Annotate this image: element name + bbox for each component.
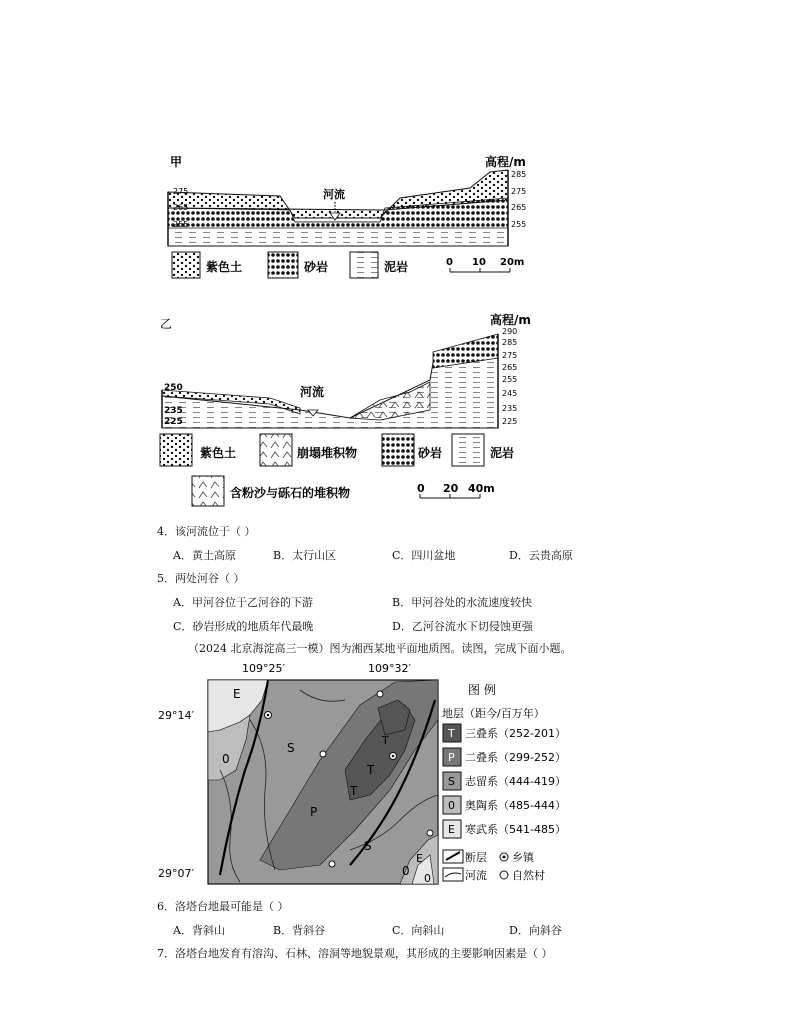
yi-river-label: 河流 [300,385,325,399]
map-legend-sub: 地层（距今/百万年） [442,707,545,720]
legend-code-e: E [448,823,455,836]
legend-text-p: 二叠系（299-252） [465,751,566,764]
map-letter-o-2: 0 [402,864,410,878]
legend-code-p: P [448,751,455,764]
jia-tick-right-1: 275 [511,187,527,196]
map-letter-s-2: S [364,839,372,853]
jia-legend-mud-swatch [350,252,378,278]
yi-tick-right-0: 290 [502,327,518,336]
q4-option-d[interactable]: D．云贵高原 [509,549,573,562]
q4-option-b[interactable]: B．太行山区 [273,549,337,562]
map-village-4 [427,830,433,836]
yi-legend-collapse-swatch [260,434,292,466]
yi-tick-right-2: 275 [502,351,518,360]
map-legend-strata [443,724,566,838]
yi-label: 乙 [160,317,173,331]
legend-river: 河流 [465,869,487,882]
legend-village: 自然村 [512,869,545,882]
jia-label: 甲 [170,155,183,169]
jia-legend-mud: 泥岩 [384,260,409,274]
yi-legend-sand-swatch [382,434,414,466]
figure-yi [150,310,550,510]
map-letter-s-1: S [287,741,295,755]
yi-legend-collapse: 崩塌堆积物 [297,446,358,460]
map-letter-e-1: E [233,687,241,701]
q6-option-a[interactable]: A．背斜山 [173,924,225,937]
jia-legend-soil: 紫色土 [206,260,243,274]
legend-river-swatch [443,868,463,881]
yi-legend-sand: 砂岩 [418,446,443,460]
map-legend-title: 图 例 [468,683,496,697]
intro-text: （2024 北京海淀高三一模）图为湘西某地平面地质图。读图，完成下面小题。 [188,642,572,655]
legend-fault: 断层 [465,851,487,864]
yi-scale-0: 0 [417,482,425,495]
map-village-1 [377,691,383,697]
q5-option-b[interactable]: B．甲河谷处的水流速度较快 [392,596,533,609]
q6-stem: 6．洛塔台地最可能是（ ） [157,900,289,913]
legend-town: 乡镇 [512,851,534,864]
figure-jia-svg [160,150,540,285]
map-letter-o-3: 0 [424,872,431,885]
map-lat-top: 29°14′ [158,709,194,722]
legend-text-o: 奥陶系（485-444） [465,799,566,812]
yi-legend-mud: 泥岩 [490,446,515,460]
jia-tick-left-0: 275 [173,187,189,196]
map-lon-right: 109°32′ [368,662,411,675]
q6-option-b[interactable]: B．背斜谷 [273,924,326,937]
jia-tick-left-1: 265 [173,203,189,212]
yi-scale-2: 40m [468,482,495,495]
q7-stem: 7．洛塔台地发育有溶沟、石林、溶洞等地貌景观，其形成的主要影响因素是（ ） [157,947,553,960]
yi-tick-left-2: 225 [164,417,183,427]
geologic-map-svg [150,660,610,890]
q4-stem: 4．该河流位于（ ） [157,525,256,538]
yi-legend-soil-swatch [160,434,192,466]
yi-scale-1: 20 [443,482,459,495]
jia-tick-left-2: 255 [173,220,189,229]
jia-tick-right-3: 255 [511,220,527,229]
yi-tick-right-3: 265 [502,363,518,372]
jia-river-label: 河流 [323,188,345,201]
jia-legend-soil-swatch [172,252,200,278]
map-village-2 [320,751,326,757]
legend-text-t: 三叠系（252-201） [465,727,566,740]
q5-stem: 5．两处河谷（ ） [157,572,245,585]
yi-legend-mud-swatch [452,434,484,466]
yi-tick-right-1: 285 [502,338,518,347]
yi-tick-right-5: 245 [502,389,518,398]
yi-tick-left-1: 235 [164,406,183,416]
geologic-map [150,660,610,890]
yi-elev-title: 高程/m [490,313,531,327]
q5-option-d[interactable]: D．乙河谷流水下切侵蚀更强 [392,620,533,633]
map-letter-t-3: T [382,734,389,747]
jia-scale-1: 10 [472,257,486,268]
legend-code-s: S [448,775,455,788]
jia-scale-2: 20m [500,257,525,268]
jia-scale-0: 0 [446,257,453,268]
yi-legend-soil: 紫色土 [200,446,237,460]
map-letter-o-1: 0 [222,752,230,766]
yi-legend-silt-swatch [192,476,224,506]
map-letter-t-2: T [367,763,375,777]
map-letter-e-2: E [416,852,423,865]
map-lon-left: 109°25′ [242,662,285,675]
map-letter-p: P [310,805,318,819]
jia-legend-sand: 砂岩 [304,260,329,274]
yi-legend-silt: 含粉沙与砾石的堆积物 [230,486,351,500]
yi-tick-right-4: 255 [502,375,518,384]
q6-option-c[interactable]: C．向斜山 [392,924,445,937]
figure-yi-svg [150,310,550,510]
figure-jia [160,150,540,285]
map-letter-t-1: T [350,784,358,798]
legend-village-icon [500,871,508,879]
legend-text-s: 志留系（444-419） [465,775,566,788]
q6-option-d[interactable]: D．向斜谷 [509,924,562,937]
map-lat-bottom: 29°07′ [158,867,194,880]
jia-tick-right-0: 285 [511,170,527,179]
legend-code-o: 0 [448,799,455,812]
legend-text-e: 寒武系（541-485） [465,823,566,836]
map-village-3 [329,861,335,867]
jia-elev-title: 高程/m [485,155,526,169]
jia-legend-sand-swatch [268,252,298,278]
q5-option-c[interactable]: C．砂岩形成的地质年代最晚 [173,620,314,633]
yi-tick-right-7: 225 [502,417,518,426]
q4-option-c[interactable]: C．四川盆地 [392,549,456,562]
jia-tick-right-2: 265 [511,203,527,212]
yi-tick-right-6: 235 [502,404,518,413]
q5-option-a[interactable]: A．甲河谷位于乙河谷的下游 [173,596,313,609]
yi-tick-left-0: 250 [164,383,183,393]
legend-code-t: T [448,727,455,740]
q4-option-a[interactable]: A．黄土高原 [173,549,236,562]
